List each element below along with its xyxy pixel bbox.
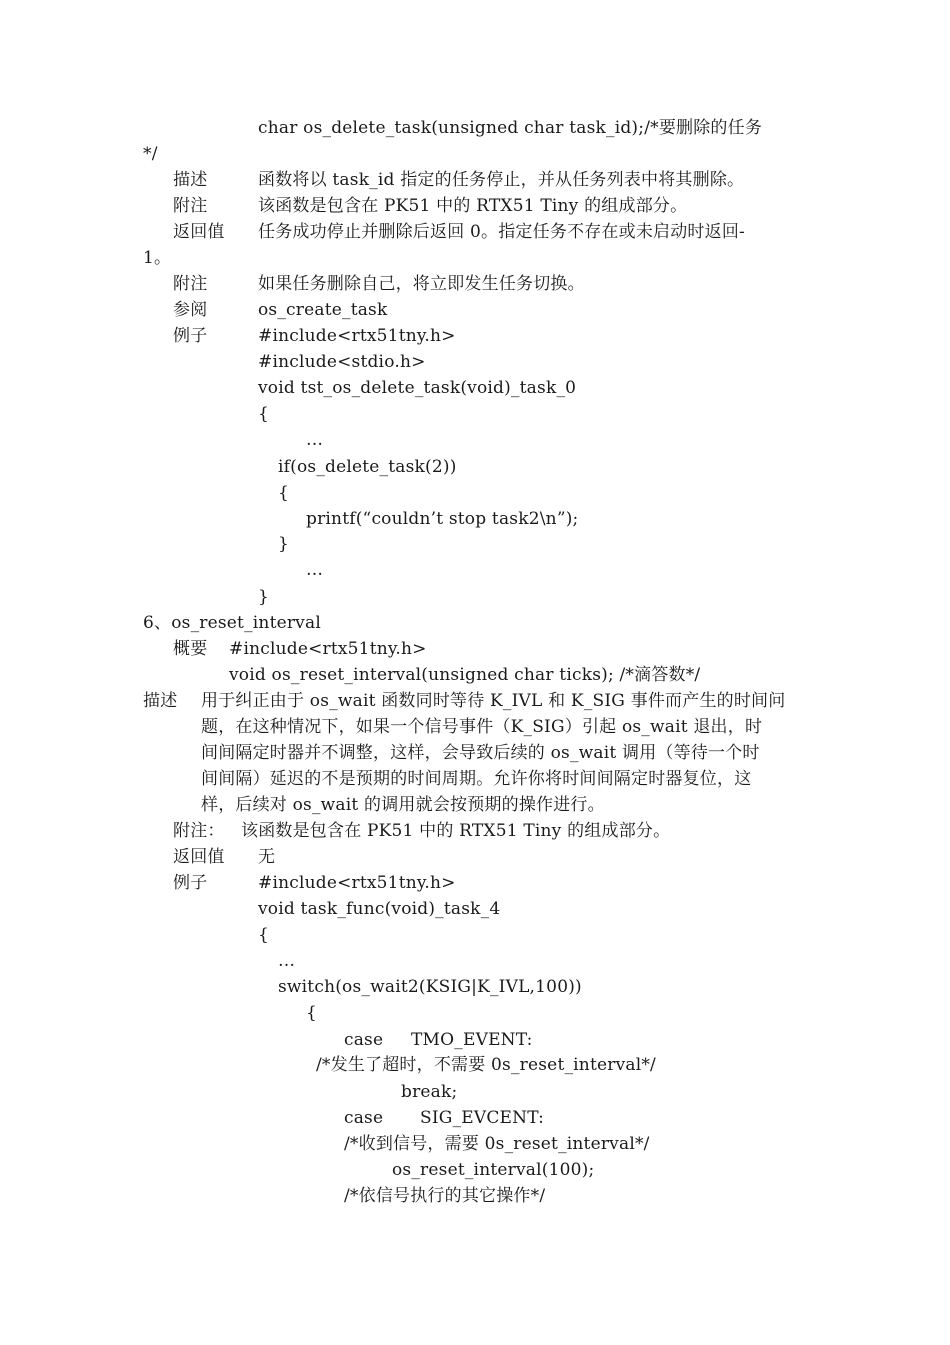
description-paragraph-line: 题，在这种情况下，如果一个信号事件（K_SIG）引起 os_wait 退出，时 <box>201 717 763 737</box>
note-text: 该函数是包含在 PK51 中的 RTX51 Tiny 的组成部分。 <box>258 196 688 216</box>
label-example: 例子 <box>173 326 208 346</box>
code-line: break; <box>401 1082 458 1102</box>
code-line: { <box>278 483 290 503</box>
section-heading: 6、os_reset_interval <box>143 613 321 633</box>
return-value-continuation: 1。 <box>143 248 172 268</box>
code-line: #include<rtx51tny.h> <box>258 873 456 893</box>
label-return-value-2: 返回值 <box>173 847 225 867</box>
label-see-also: 参阅 <box>173 300 208 320</box>
synopsis-include: #include<rtx51tny.h> <box>229 639 427 659</box>
code-line: void tst_os_delete_task(void)_task_0 <box>258 378 577 398</box>
code-line: switch(os_wait2(KSIG|K_IVL,100)) <box>278 977 582 997</box>
code-line: /*收到信号，需要 0s_reset_interval*/ <box>344 1134 650 1154</box>
description-paragraph-line: 间间隔定时器并不调整，这样，会导致后续的 os_wait 调用（等待一个时 <box>201 743 760 763</box>
code-line: /*依信号执行的其它操作*/ <box>344 1186 546 1206</box>
code-line: void task_func(void)_task_4 <box>258 899 501 919</box>
code-line: … <box>306 430 324 450</box>
label-note: 附注 <box>173 196 208 216</box>
code-line: … <box>278 951 296 971</box>
label-return-value: 返回值 <box>173 222 225 242</box>
note-text-2: 如果任务删除自己，将立即发生任务切换。 <box>258 274 585 294</box>
code-line: { <box>258 404 270 424</box>
label-note-3: 附注： <box>173 821 225 841</box>
signature-continuation: */ <box>143 144 158 164</box>
description-paragraph-line: 样，后续对 os_wait 的调用就会按预期的操作进行。 <box>201 795 605 815</box>
label-synopsis: 概要 <box>173 639 208 659</box>
return-value-text-2: 无 <box>258 847 276 867</box>
code-line: #include<stdio.h> <box>258 352 426 372</box>
description-text: 函数将以 task_id 指定的任务停止，并从任务列表中将其删除。 <box>258 170 745 190</box>
code-line: printf(“couldn’t stop task2\n”); <box>306 509 579 529</box>
code-line: case <box>344 1108 384 1128</box>
code-line: os_reset_interval(100); <box>392 1160 595 1180</box>
code-line: } <box>258 587 270 607</box>
code-line: if(os_delete_task(2)) <box>278 457 457 477</box>
label-note-2: 附注 <box>173 274 208 294</box>
note-text-3: 该函数是包含在 PK51 中的 RTX51 Tiny 的组成部分。 <box>241 821 671 841</box>
code-line: case <box>344 1030 384 1050</box>
code-line: { <box>306 1003 318 1023</box>
see-also-text: os_create_task <box>258 300 388 320</box>
synopsis-prototype: void os_reset_interval(unsigned char ticks); /*滴答数*/ <box>229 665 701 685</box>
description-paragraph-line: 间间隔）延迟的不是预期的时间周期。允许你将时间间隔定时器复位，这 <box>201 769 752 789</box>
label-description-2: 描述 <box>143 691 178 711</box>
code-line: } <box>278 534 290 554</box>
label-description: 描述 <box>173 170 208 190</box>
code-line: TMO_EVENT: <box>411 1030 533 1050</box>
return-value-text: 任务成功停止并删除后返回 0。指定任务不存在或未启动时返回- <box>258 222 745 242</box>
label-example-2: 例子 <box>173 873 208 893</box>
code-line: { <box>258 925 270 945</box>
function-signature: char os_delete_task(unsigned char task_id);/*要删除的任务 <box>258 118 763 138</box>
code-line: #include<rtx51tny.h> <box>258 326 456 346</box>
code-line: … <box>306 560 324 580</box>
code-line: /*发生了超时，不需要 0s_reset_interval*/ <box>316 1055 656 1075</box>
description-paragraph-line: 用于纠正由于 os_wait 函数同时等待 K_IVL 和 K_SIG 事件而产生的时间问 <box>201 691 786 711</box>
code-line: SIG_EVCENT: <box>420 1108 545 1128</box>
